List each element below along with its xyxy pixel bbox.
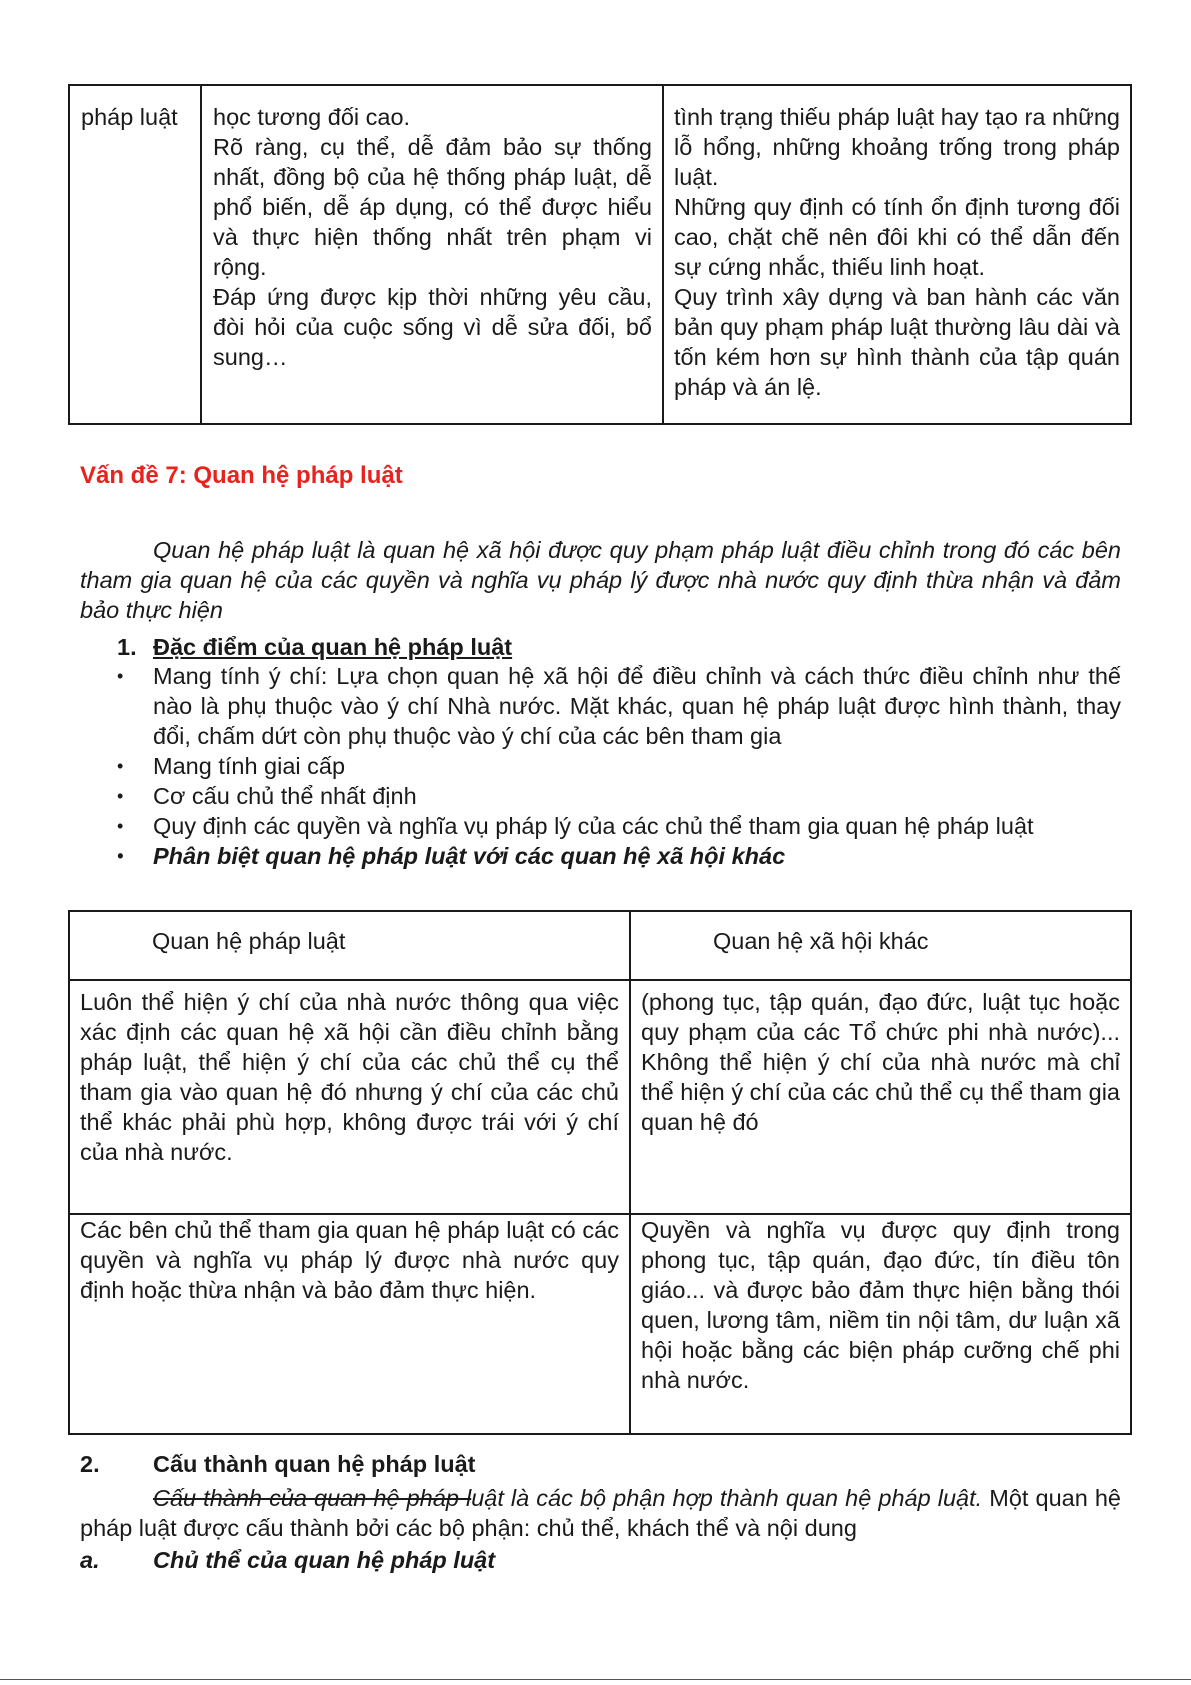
numbered-heading-1 bbox=[117, 632, 512, 662]
structure-paragraph bbox=[80, 1483, 1121, 1543]
table-cell bbox=[201, 85, 663, 424]
continued-table bbox=[68, 84, 1132, 425]
list-item: • Quy định các quyền và nghĩa vụ pháp lý của các chủ thể tham gia quan hệ pháp luật bbox=[117, 813, 1034, 839]
bullet-icon: • bbox=[117, 816, 124, 836]
table-cell: (phong tục, tập quán, đạo đức, luật tục hoặc quy phạm của các Tổ chức phi nhà nước)... Không thể hiện ý chí của nhà nước mà chỉ thể hiện ý chí của các chủ thể cụ thể tham gia quan hệ đó bbox=[630, 980, 1131, 1214]
table-cell: Luôn thể hiện ý chí của nhà nước thông qua việc xác định các quan hệ xã hội cần điều chỉnh bằng pháp luật, thể hiện ý chí của các chủ thể cụ thể tham gia vào quan hệ đó nhưng ý chí của các chủ thể khác phải phù hợp, không được trái với ý chí của nhà nước. bbox=[69, 980, 630, 1214]
comparison-table bbox=[68, 910, 1132, 1435]
struck-text: Cấu thành của quan hệ pháp l bbox=[153, 1485, 472, 1511]
table-header-row bbox=[69, 911, 1131, 980]
table-row bbox=[69, 1214, 1131, 1434]
sub-heading-a bbox=[80, 1545, 495, 1575]
bullet-icon: • bbox=[117, 666, 124, 686]
section-heading: Vấn đề 7: Quan hệ pháp luật bbox=[80, 462, 403, 489]
list-item: • Mang tính giai cấp bbox=[117, 753, 346, 779]
heading-number: 1. bbox=[117, 634, 137, 660]
cell-paragraph: Những quy định có tính ổn định tương đối cao, chặt chẽ nên đôi khi có thể dẫn đến sự cứng nhắc, thiếu linh hoạt. bbox=[674, 194, 1120, 280]
table-header-cell: Quan hệ xã hội khác bbox=[630, 911, 1131, 980]
row-label: pháp luật bbox=[81, 104, 178, 130]
table-cell bbox=[69, 85, 201, 424]
cell-paragraph: Đáp ứng được kịp thời những yêu cầu, đòi hỏi của cuộc sống vì dễ sửa đối, bổ sung… bbox=[213, 284, 652, 370]
heading-title: Đặc điểm của quan hệ pháp luật bbox=[153, 634, 513, 660]
heading-title: Chủ thể của quan hệ pháp luật bbox=[153, 1547, 496, 1573]
cell-paragraph: tình trạng thiếu pháp luật hay tạo ra những lỗ hổng, những khoảng trống trong pháp luật. bbox=[674, 104, 1120, 190]
italic-text: uật là các bộ phận hợp thành quan hệ pháp luật. bbox=[471, 1485, 983, 1511]
page-divider bbox=[0, 1679, 1191, 1680]
table-cell bbox=[663, 85, 1131, 424]
table-cell: Các bên chủ thể tham gia quan hệ pháp luật có các quyền và nghĩa vụ pháp lý được nhà nước quy định hoặc thừa nhận và bảo đảm thực hiện. bbox=[69, 1214, 630, 1434]
cell-paragraph: học tương đối cao. bbox=[213, 104, 411, 130]
bullet-icon: • bbox=[117, 786, 124, 806]
table-row bbox=[69, 85, 1131, 424]
definition-paragraph: Quan hệ pháp luật là quan hệ xã hội được quy phạm pháp luật điều chỉnh trong đó các bên tham gia quan hệ của các quyền và nghĩa vụ pháp lý được nhà nước quy định thừa nhận và đảm bảo thực hiện bbox=[80, 537, 1121, 623]
table-row bbox=[69, 980, 1131, 1214]
heading-number: 2. bbox=[80, 1451, 100, 1477]
bullet-list bbox=[80, 661, 1121, 871]
cell-paragraph: Rõ ràng, cụ thể, dễ đảm bảo sự thống nhất, đồng bộ của hệ thống pháp luật, dễ phổ biến, dễ áp dụng, có thể được hiểu và thực hiện thống nhất trên phạm vi rộng. bbox=[213, 134, 652, 280]
list-item: • Mang tính ý chí: Lựa chọn quan hệ xã hội để điều chỉnh và cách thức điều chỉnh như thế nào là phụ thuộc vào ý chí Nhà nước. Mặt khác, quan hệ pháp luật được hình thành, thay đổi, chấm dứt còn phụ thuộc vào ý chí của các bên tham gia bbox=[117, 663, 1121, 749]
heading-title: Cấu thành quan hệ pháp luật bbox=[153, 1451, 476, 1477]
list-item: • Cơ cấu chủ thể nhất định bbox=[117, 783, 417, 809]
heading-label: a. bbox=[80, 1547, 100, 1573]
body-text: Một quan hệ pháp luật được cấu thành bởi các bộ phận: chủ thể, khách thể và nội dung bbox=[80, 1485, 1121, 1541]
list-item-emphasis: • Phân biệt quan hệ pháp luật với các quan hệ xã hội khác bbox=[117, 843, 786, 869]
bullet-icon: • bbox=[117, 846, 124, 866]
bullet-icon: • bbox=[117, 756, 124, 776]
numbered-heading-2 bbox=[80, 1449, 475, 1479]
cell-paragraph: Quy trình xây dựng và ban hành các văn bản quy phạm pháp luật thường lâu dài và tốn kém hơn sự hình thành của tập quán pháp và án lệ. bbox=[674, 284, 1120, 400]
table-cell: Quyền và nghĩa vụ được quy định trong phong tục, tập quán, đạo đức, tín điều tôn giáo... và được bảo đảm thực hiện bằng thói quen, lương tâm, niềm tin nội tâm, dư luận xã hội hoặc bằng các biện pháp cưỡng chế phi nhà nước. bbox=[630, 1214, 1131, 1434]
table-header-cell: Quan hệ pháp luật bbox=[69, 911, 630, 980]
